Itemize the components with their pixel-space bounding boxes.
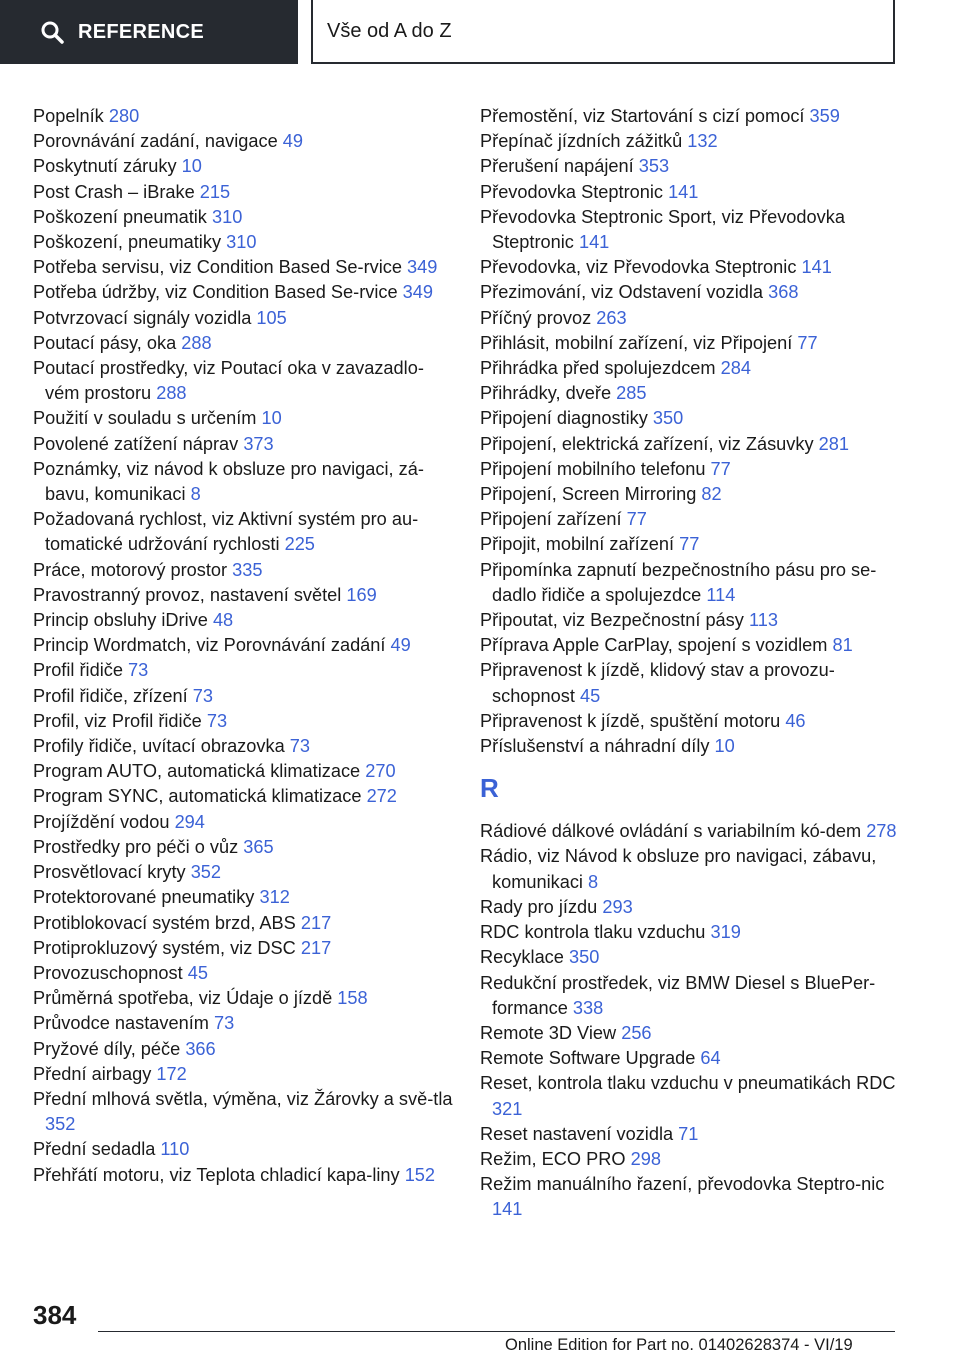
index-entry-text: Provozuschopnost	[33, 962, 183, 983]
page-reference-link[interactable]: 73	[128, 660, 149, 681]
index-entry-text: Převodovka Steptronic Sport, viz Převodovka Steptronic	[480, 206, 845, 253]
index-entry	[33, 684, 453, 709]
reference-tab-label: REFERENCE	[78, 20, 205, 43]
index-entry-text: Remote Software Upgrade	[480, 1048, 696, 1069]
page-reference-link[interactable]: 10	[181, 156, 202, 177]
index-entry-text: Poutací pásy, oka	[33, 332, 177, 353]
index-entry-text: Připravenost k jízdě, klidový stav a provozu-schopnost	[480, 660, 835, 706]
index-entry	[33, 306, 453, 331]
index-entry	[480, 633, 900, 658]
index-entry-text: Reset nastavení vozidla	[480, 1123, 674, 1144]
index-entry	[480, 532, 900, 557]
page-reference-link[interactable]: 285	[616, 383, 647, 404]
index-entry-text: Program AUTO, automatická klimatizace	[33, 761, 361, 782]
index-entry	[480, 1147, 900, 1172]
index-entry	[33, 911, 453, 936]
page-reference-link[interactable]: 350	[652, 408, 684, 429]
page-reference-link[interactable]: 77	[710, 458, 731, 479]
edition-info: Online Edition for Part no. 01402628374 - VI/19	[505, 1336, 853, 1354]
index-entry-text: Recyklace	[480, 947, 564, 968]
index-entry-text: Rady pro jízdu	[480, 896, 598, 917]
index-entry-text: Přihlásit, mobilní zařízení, viz Připojení	[480, 332, 793, 353]
index-entry-text: Přední airbagy	[33, 1063, 152, 1084]
index-entry	[33, 986, 453, 1011]
index-group-p	[480, 104, 900, 759]
index-entry	[480, 406, 900, 431]
index-entry	[33, 280, 453, 305]
index-entry-text: Připojení diagnostiky	[480, 408, 648, 429]
index-entry-text: Pryžové díly, péče	[33, 1038, 181, 1059]
index-entry-text: Přepínač jízdních zážitků	[480, 131, 683, 152]
page-reference-link[interactable]: 335	[232, 559, 263, 580]
page-reference-link[interactable]: 77	[797, 332, 818, 353]
index-entry-text: Pravostranný provoz, nastavení světel	[33, 584, 342, 605]
index-entry-text: Připojení, Screen Mirroring	[480, 484, 697, 505]
index-entry	[33, 255, 453, 280]
index-entry-text: Režim manuálního řazení, převodovka Steptro-nic	[480, 1174, 885, 1195]
index-entry	[480, 280, 900, 305]
index-entry	[33, 1037, 453, 1062]
index-entry	[33, 180, 453, 205]
index-entry	[480, 1172, 900, 1222]
search-icon	[40, 20, 64, 44]
page-reference-link[interactable]: 64	[700, 1048, 721, 1069]
index-entry-text: Princip Wordmatch, viz Porovnávání zadání	[33, 635, 386, 656]
page-reference-link[interactable]: 158	[337, 988, 368, 1009]
index-entry	[480, 1046, 900, 1071]
page-reference-link[interactable]: 352	[190, 862, 222, 883]
index-entry	[33, 633, 453, 658]
index-entry-text: Požadovaná rychlost, viz Aktivní systém pro au-tomatické udržování rychlosti	[33, 509, 419, 555]
index-entry	[480, 945, 900, 970]
page-reference-link[interactable]: 73	[192, 685, 213, 706]
page-reference-link[interactable]: 263	[596, 307, 627, 328]
page-reference-link[interactable]: 114	[706, 584, 736, 605]
index-entry-text: Práce, motorový prostor	[33, 559, 228, 580]
page-reference-link[interactable]: 288	[181, 332, 212, 353]
index-entry	[33, 961, 453, 986]
page-reference-link[interactable]: 281	[818, 433, 849, 454]
page-reference-link[interactable]: 365	[243, 836, 274, 857]
page-reference-link[interactable]: 350	[568, 947, 600, 968]
index-entry-text: Post Crash – iBrake	[33, 181, 195, 202]
page-reference-link[interactable]: 310	[211, 206, 243, 227]
index-column-right	[480, 104, 900, 1223]
page-reference-link[interactable]: 319	[710, 922, 741, 943]
index-entry-text: Remote 3D View	[480, 1022, 617, 1043]
index-entry-text: Průměrná spotřeba, viz Údaje o jízdě	[33, 988, 333, 1009]
index-entry	[33, 885, 453, 910]
index-entry-text: Přední sedadla	[33, 1139, 156, 1160]
index-entry	[480, 709, 900, 734]
page-reference-link[interactable]: 373	[243, 433, 274, 454]
index-entry	[480, 154, 900, 179]
page-reference-link[interactable]: 284	[720, 358, 751, 379]
index-entry-text: Program SYNC, automatická klimatizace	[33, 786, 362, 807]
page-reference-link[interactable]: 312	[259, 887, 290, 908]
page-reference-link[interactable]: 73	[289, 736, 310, 757]
page-reference-link[interactable]: 349	[407, 257, 438, 278]
page-reference-link[interactable]: 298	[630, 1148, 661, 1169]
page-reference-link[interactable]: 349	[402, 282, 434, 303]
page-reference-link[interactable]: 310	[226, 232, 257, 253]
page-reference-link[interactable]: 294	[174, 811, 205, 832]
index-entry-text: Povolené zatížení náprav	[33, 433, 239, 454]
index-entry	[33, 1137, 453, 1162]
index-entry-text: Redukční prostředek, viz BMW Diesel s BluePer-formance	[480, 972, 876, 1018]
page-reference-link[interactable]: 8	[588, 871, 599, 892]
page-reference-link[interactable]: 366	[185, 1038, 216, 1059]
index-entry	[480, 306, 900, 331]
index-entry	[480, 255, 900, 280]
index-entry-text: Připojení zařízení	[480, 509, 622, 530]
page-reference-link[interactable]: 45	[579, 685, 601, 706]
index-entry	[480, 1021, 900, 1046]
page-reference-link[interactable]: 77	[679, 534, 700, 555]
section-title-text: Vše od A do Z	[327, 19, 452, 42]
index-entry-text: Příprava Apple CarPlay, spojení s vozidlem	[480, 635, 828, 656]
page-reference-link[interactable]: 217	[300, 912, 332, 933]
page-reference-link[interactable]: 152	[404, 1164, 436, 1185]
index-entry	[480, 819, 900, 844]
index-entry-text: Protektorované pneumatiky	[33, 887, 255, 908]
index-entry-text: Potvrzovací signály vozidla	[33, 307, 252, 328]
index-entry	[33, 810, 453, 835]
page-reference-link[interactable]: 8	[190, 484, 201, 505]
index-entry	[33, 154, 453, 179]
page-reference-link[interactable]: 215	[199, 181, 231, 202]
index-entry-text: Profil řidiče, zřízení	[33, 685, 188, 706]
index-entry-text: Připojení, elektrická zařízení, viz Zásuvky	[480, 433, 814, 454]
page-reference-link[interactable]: 141	[578, 232, 610, 253]
index-entry	[480, 844, 900, 894]
index-entry	[33, 406, 453, 431]
index-entry-text: Přemostění, viz Startování s cizí pomocí	[480, 106, 805, 126]
index-entry	[480, 608, 900, 633]
index-entry	[33, 734, 453, 759]
index-entry-text: Přezimování, viz Odstavení vozidla	[480, 282, 764, 303]
index-entry	[33, 1163, 453, 1188]
index-entry-text: Přehřátí motoru, viz Teplota chladicí kapa-liny	[33, 1164, 400, 1185]
index-entry	[480, 432, 900, 457]
section-letter-r: R	[480, 773, 499, 804]
index-entry-text: Rádiové dálkové ovládání s variabilním kó-dem	[480, 821, 862, 842]
index-entry-text: Průvodce nastavením	[33, 1013, 209, 1034]
index-entry-text: Připojit, mobilní zařízení	[480, 534, 675, 555]
page-reference-link[interactable]: 132	[687, 131, 718, 152]
index-entry-text: Poškození pneumatik	[33, 206, 207, 227]
page-number: 384	[33, 1300, 77, 1330]
index-entry	[480, 658, 900, 708]
section-title	[311, 0, 895, 64]
index-entry-text: Přední mlhová světla, výměna, viz Žárovky a svě-tla	[33, 1088, 453, 1109]
index-entry	[480, 482, 900, 507]
index-entry	[33, 759, 453, 784]
index-entry-text: Prostředky pro péči o vůz	[33, 836, 239, 857]
page-reference-link[interactable]: 172	[156, 1063, 187, 1084]
index-entry	[33, 457, 453, 507]
page-reference-link[interactable]: 225	[284, 534, 315, 555]
index-entry-text: Poznámky, viz návod k obsluze pro navigaci, zá-bavu, komunikaci	[33, 458, 424, 505]
index-entry-text: Profily řidiče, uvítací obrazovka	[33, 736, 285, 757]
page-reference-link[interactable]: 293	[602, 896, 633, 917]
index-entry-text: Protiprokluzový systém, viz DSC	[33, 937, 296, 958]
index-entry-text: Přihrádka před spolujezdcem	[480, 358, 716, 379]
index-entry-text: Poskytnutí záruky	[33, 156, 177, 177]
index-entry	[33, 104, 453, 129]
page-reference-link[interactable]: 141	[492, 1199, 523, 1220]
index-entry	[33, 784, 453, 809]
page-reference-link[interactable]: 48	[212, 610, 234, 631]
index-entry	[33, 936, 453, 961]
index-entry	[33, 507, 453, 557]
index-entry-text: Převodovka, viz Převodovka Steptronic	[480, 257, 797, 278]
index-entry-text: Příčný provoz	[480, 307, 592, 328]
page-reference-link[interactable]: 169	[346, 584, 377, 605]
index-entry	[480, 734, 900, 759]
page-reference-link[interactable]: 10	[714, 736, 735, 757]
index-entry-text: Rádio, viz Návod k obsluze pro navigaci, zábavu, komunikaci	[480, 846, 877, 892]
index-entry	[480, 331, 900, 356]
index-column-left	[33, 104, 453, 1188]
index-entry	[33, 835, 453, 860]
index-entry-text: Protiblokovací systém brzd, ABS	[33, 912, 296, 933]
index-entry-text: Profil řidiče	[33, 660, 123, 681]
page-reference-link[interactable]: 73	[206, 710, 228, 731]
page-reference-link[interactable]: 321	[492, 1098, 523, 1119]
page-reference-link[interactable]: 105	[256, 307, 287, 328]
page-reference-link[interactable]: 73	[213, 1013, 235, 1034]
index-entry	[480, 104, 900, 129]
page-reference-link[interactable]: 141	[668, 181, 699, 202]
index-entry-text: Princip obsluhy iDrive	[33, 610, 208, 631]
index-entry	[480, 558, 900, 608]
page-reference-link[interactable]: 110	[160, 1139, 190, 1160]
index-entry-text: Převodovka Steptronic	[480, 181, 663, 202]
index-entry-text: Reset, kontrola tlaku vzduchu v pneumatikách RDC	[480, 1073, 896, 1094]
index-entry-text: Režim, ECO PRO	[480, 1148, 626, 1169]
page-reference-link[interactable]: 272	[366, 786, 397, 807]
index-entry-text: Připoutat, viz Bezpečnostní pásy	[480, 610, 744, 631]
index-entry	[33, 205, 453, 230]
page-reference-link[interactable]: 10	[261, 408, 282, 429]
index-entry	[33, 658, 453, 683]
index-entry-text: Potřeba servisu, viz Condition Based Se-rvice	[33, 257, 402, 278]
footer-divider	[98, 1331, 895, 1332]
index-entry	[480, 205, 900, 255]
page-reference-link[interactable]: 278	[866, 821, 897, 842]
index-entry	[33, 1011, 453, 1036]
index-entry-text: Příslušenství a náhradní díly	[480, 736, 710, 757]
index-entry	[33, 129, 453, 154]
index-entry-text: Projíždění vodou	[33, 811, 170, 832]
page-reference-link[interactable]: 338	[572, 997, 604, 1018]
page-reference-link[interactable]: 141	[801, 257, 832, 278]
index-entry	[33, 331, 453, 356]
index-entry	[480, 356, 900, 381]
page-reference-link[interactable]: 280	[108, 106, 140, 126]
index-entry	[33, 1087, 453, 1137]
index-entry-text: Poutací prostředky, viz Poutací oka v zavazadlo-vém prostoru	[33, 358, 424, 404]
page-reference-link[interactable]: 81	[832, 635, 853, 656]
index-entry	[480, 180, 900, 205]
index-entry-text: RDC kontrola tlaku vzduchu	[480, 922, 706, 943]
index-entry	[33, 432, 453, 457]
index-entry	[480, 971, 900, 1021]
index-entry-text: Připomínka zapnutí bezpečnostního pásu pro se-dadlo řidiče a spolujezdce	[480, 559, 877, 605]
page-reference-link[interactable]: 82	[701, 484, 722, 505]
index-entry	[480, 129, 900, 154]
index-entry	[33, 860, 453, 885]
index-entry	[480, 895, 900, 920]
page-reference-link[interactable]: 270	[365, 761, 396, 782]
page-reference-link[interactable]: 45	[187, 962, 208, 983]
index-entry	[33, 608, 453, 633]
index-entry	[480, 1122, 900, 1147]
index-entry-text: Připravenost k jízdě, spuštění motoru	[480, 710, 781, 731]
page-reference-link[interactable]: 113	[748, 610, 778, 631]
page-reference-link[interactable]: 353	[638, 156, 670, 177]
index-entry	[33, 583, 453, 608]
page-reference-link[interactable]: 288	[156, 383, 187, 404]
index-entry	[33, 356, 453, 406]
index-entry	[480, 457, 900, 482]
page-reference-link[interactable]: 49	[282, 131, 303, 152]
reference-tab[interactable]	[0, 0, 298, 64]
page-reference-link[interactable]: 359	[809, 106, 840, 126]
index-entry	[480, 381, 900, 406]
index-entry-text: Poškození, pneumatiky	[33, 232, 222, 253]
index-entry-text: Porovnávání zadání, navigace	[33, 131, 278, 152]
index-entry	[33, 1062, 453, 1087]
page-reference-link[interactable]: 49	[390, 635, 411, 656]
index-entry	[33, 709, 453, 734]
page-reference-link[interactable]: 368	[768, 282, 799, 303]
page-reference-link[interactable]: 256	[621, 1022, 652, 1043]
index-group-r	[480, 819, 900, 1222]
page-reference-link[interactable]: 71	[678, 1123, 699, 1144]
page-reference-link[interactable]: 77	[626, 509, 647, 530]
page-reference-link[interactable]: 46	[785, 710, 806, 731]
index-entry	[480, 507, 900, 532]
page-reference-link[interactable]: 352	[45, 1114, 76, 1135]
index-entry	[33, 230, 453, 255]
index-entry-text: Popelník	[33, 106, 104, 126]
index-entry	[480, 920, 900, 945]
index-entry-text: Připojení mobilního telefonu	[480, 458, 706, 479]
index-entry	[480, 1071, 900, 1121]
index-entry	[33, 558, 453, 583]
index-entry-text: Použití v souladu s určením	[33, 408, 257, 429]
index-entry-text: Prosvětlovací kryty	[33, 862, 186, 883]
index-entry-text: Přerušení napájení	[480, 156, 634, 177]
page-reference-link[interactable]: 217	[300, 937, 332, 958]
index-entry-text: Přihrádky, dveře	[480, 383, 612, 404]
index-entry-text: Profil, viz Profil řidiče	[33, 710, 202, 731]
index-entry-text: Potřeba údržby, viz Condition Based Se-rvice	[33, 282, 398, 303]
